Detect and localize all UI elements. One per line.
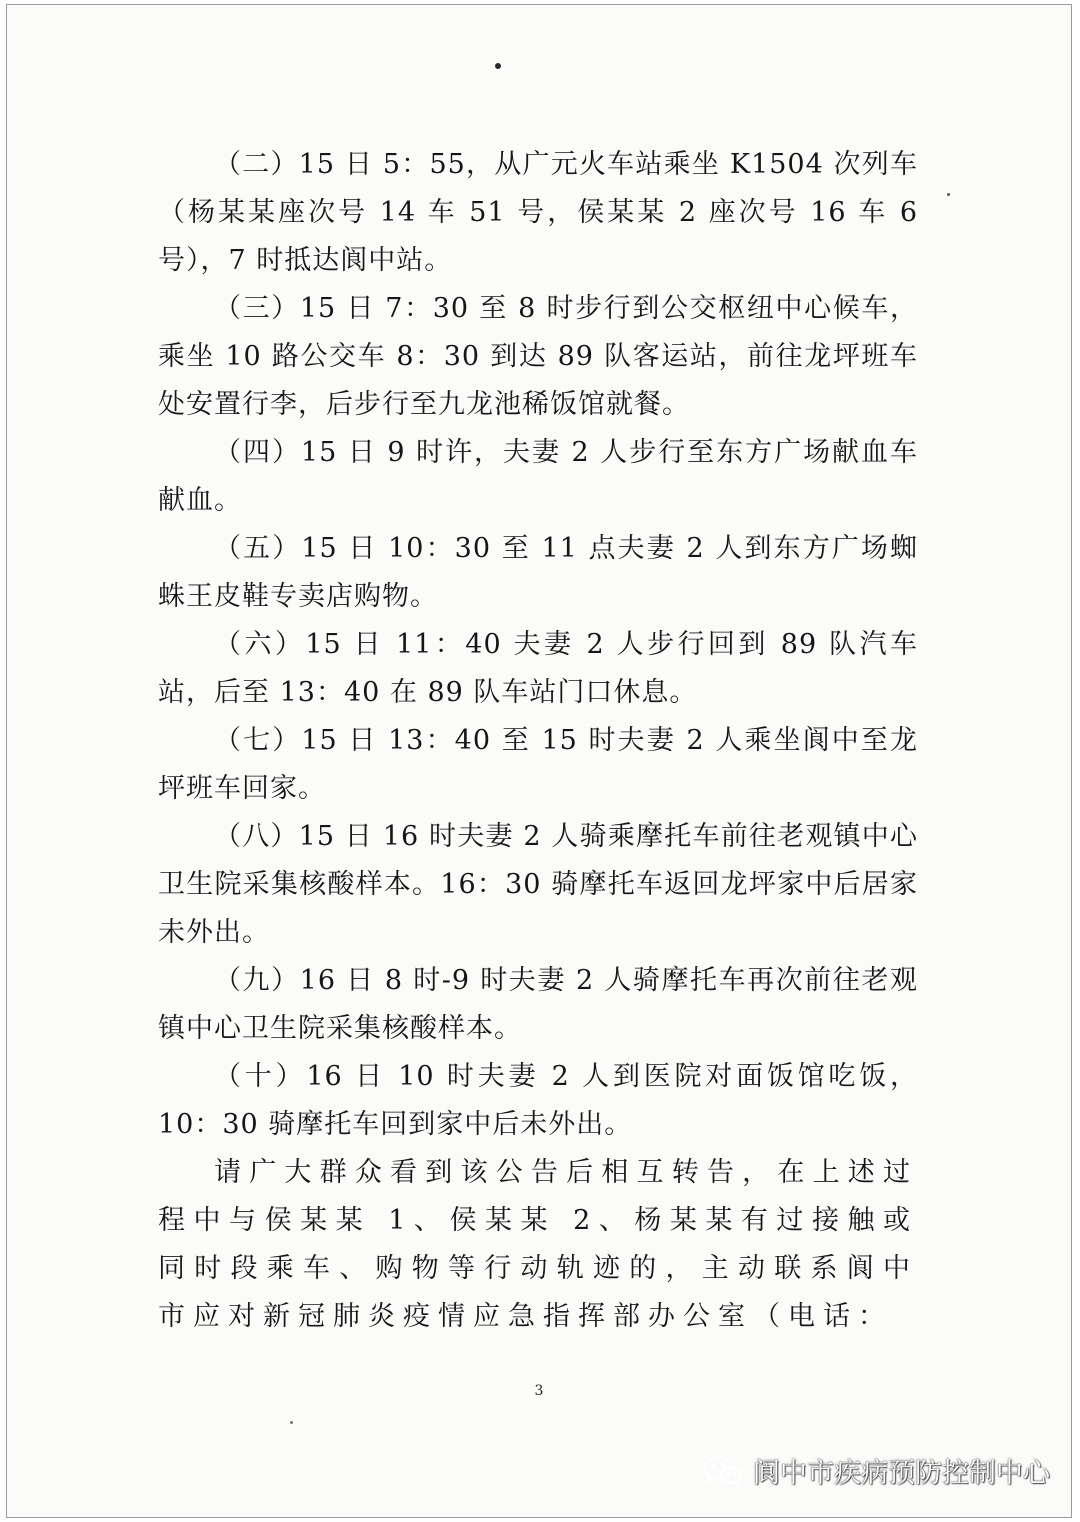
paragraph-item-6: （六）15 日 11：40 夫妻 2 人步行回到 89 队汽车站，后至 13：40 在 89 队车站门口休息。 — [158, 629, 918, 708]
paragraph-item-4: （四）15 日 9 时许，夫妻 2 人步行至东方广场献血车献血。 — [158, 437, 918, 516]
paragraph-item-7: （七）15 日 13：40 至 15 时夫妻 2 人乘坐阆中至龙坪班车回家。 — [158, 725, 918, 804]
paragraph-item-2: （二）15 日 5：55，从广元火车站乘坐 K1504 次列车（杨某某座次号 14 车 51 号，侯某某 2 座次号 16 车 6 号），7 时抵达阆中站。 — [158, 149, 918, 276]
paragraph-item-5: （五）15 日 10：30 至 11 点夫妻 2 人到东方广场蜘蛛王皮鞋专卖店购物。 — [158, 533, 918, 612]
watermark-text: 阆中市疾病预防控制中心 — [753, 1458, 1050, 1489]
document-body — [158, 141, 918, 1341]
paragraph-item-10: （十）16 日 10 时夫妻 2 人到医院对面饭馆吃饭，10：30 骑摩托车回到家中后未外出。 — [158, 1061, 918, 1140]
notice-paragraph: 请广大群众看到该公告后相互转告，在上述过程中与侯某某 1、侯某某 2、杨某某有过接触或同时段乘车、购物等行动轨迹的，主动联系阆中市应对新冠肺炎疫情应急指挥部办公室（电话： — [158, 1157, 918, 1332]
wechat-watermark — [703, 1451, 1050, 1490]
paragraph-item-8: （八）15 日 16 时夫妻 2 人骑乘摩托车前往老观镇中心卫生院采集核酸样本。16：30 骑摩托车返回龙坪家中后居家未外出。 — [158, 821, 918, 948]
paragraph-item-9: （九）16 日 8 时-9 时夫妻 2 人骑摩托车再次前往老观镇中心卫生院采集核酸样本。 — [158, 965, 918, 1044]
wechat-icon — [703, 1455, 743, 1487]
scan-speck — [290, 1421, 293, 1424]
document-page — [6, 4, 1072, 1518]
paragraph-item-3: （三）15 日 7：30 至 8 时步行到公交枢纽中心候车，乘坐 10 路公交车 8：30 到达 89 队客运站，前往龙坪班车处安置行李，后步行至九龙池稀饭馆就餐。 — [158, 293, 918, 420]
scan-speck — [947, 193, 950, 196]
page-number: 3 — [534, 1383, 544, 1399]
scan-speck — [495, 63, 501, 69]
